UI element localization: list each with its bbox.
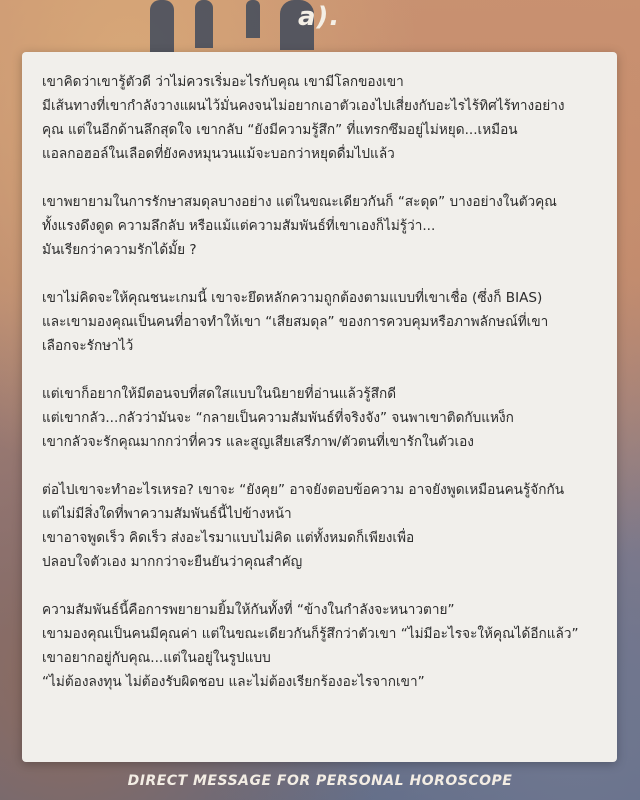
text-line: แต่ไม่มีสิ่งใดที่พาความสัมพันธ์นี้ไปข้างหน้า (42, 506, 292, 522)
text-line: เขาไม่คิดจะให้คุณชนะเกมนี้ เขาจะยึดหลักความถูกต้องตามแบบที่เขาเชื่อ (ซึ่งก็ BIAS) (42, 290, 543, 306)
tower-silhouette (246, 0, 260, 38)
text-line: เขากลัวจะรักคุณมากกว่าที่ควร และสูญเสียเสรีภาพ/ตัวตนที่เขารักในตัวเอง (42, 434, 474, 450)
text-line: เขาอยากอยู่กับคุณ...แต่ในอยู่ในรูปแบบ (42, 650, 271, 666)
text-line: ต่อไปเขาจะทำอะไรเหรอ? เขาจะ “ยังคุย” อาจยังตอบข้อความ อาจยังพูดเหมือนคนรู้จักกัน (42, 482, 564, 498)
brand-logo: a). (298, 2, 341, 32)
paragraph (42, 382, 600, 454)
message-card (22, 52, 617, 762)
text-line: มันเรียกว่าความรักได้มั้ย ? (42, 242, 197, 258)
text-line: แอลกอฮอล์ในเลือดที่ยังคงหมุนวนแม้จะบอกว่าหยุดดื่มไปแล้ว (42, 146, 395, 162)
text-line: “ไม่ต้องลงทุน ไม่ต้องรับผิดชอบ และไม่ต้องเรียกร้องอะไรจากเขา” (42, 674, 425, 690)
tower-silhouette (150, 0, 174, 55)
text-line: ความสัมพันธ์นี้คือการพยายามยิ้มให้กันทั้งที่ “ข้างในกำลังจะหนาวตาย” (42, 602, 455, 618)
text-line: แต่เขากลัว...กลัวว่ามันจะ “กลายเป็นความสัมพันธ์ที่จริงจัง” จนพาเขาติดกับแหง็ก (42, 410, 514, 426)
text-line: เขามองคุณเป็นคนมีคุณค่า แต่ในขณะเดียวกันก็รู้สึกว่าตัวเขา “ไม่มีอะไรจะให้คุณได้อีกแล้ว” (42, 626, 579, 642)
paragraph (42, 190, 600, 262)
text-line: เขาอาจพูดเร็ว คิดเร็ว ส่งอะไรมาแบบไม่คิด แต่ทั้งหมดก็เพียงเพื่อ (42, 530, 415, 546)
text-line: แต่เขาก็อยากให้มีตอนจบที่สดใสแบบในนิยายที่อ่านแล้วรู้สึกดี (42, 386, 397, 402)
text-line: เขาคิดว่าเขารู้ตัวดี ว่าไม่ควรเริ่มอะไรกับคุณ เขามีโลกของเขา (42, 74, 404, 90)
text-line: เขาพยายามในการรักษาสมดุลบางอย่าง แต่ในขณะเดียวกันก็ “สะดุด” บางอย่างในตัวคุณ (42, 194, 557, 210)
text-line: ทั้งแรงดึงดูด ความลึกลับ หรือแม้แต่ความสัมพันธ์ที่เขาเองก็ไม่รู้ว่า... (42, 218, 436, 234)
text-line: มีเส้นทางที่เขากำลังวางแผนไว้มั่นคงจนไม่อยากเอาตัวเองไปเสี่ยงกับอะไรไร้ทิศไร้ทางอย่าง (42, 98, 565, 114)
text-line: เลือกจะรักษาไว้ (42, 338, 134, 354)
text-line: คุณ แต่ในอีกด้านลึกสุดใจ เขากลับ “ยังมีความรู้สึก” ที่แทรกซึมอยู่ไม่หยุด...เหมือน (42, 122, 518, 138)
text-line: ปลอบใจตัวเอง มากกว่าจะยืนยันว่าคุณสำคัญ (42, 554, 303, 570)
text-line: และเขามองคุณเป็นคนที่อาจทำให้เขา “เสียสมดุล” ของการควบคุมหรือภาพลักษณ์ที่เขา (42, 314, 549, 330)
footer-caption: DIRECT MESSAGE FOR PERSONAL HOROSCOPE (127, 773, 513, 789)
paragraph (42, 286, 600, 358)
paragraph (42, 70, 600, 166)
message-body (42, 70, 600, 718)
tower-silhouette (195, 0, 213, 48)
paragraph (42, 478, 600, 574)
paragraph (42, 598, 600, 694)
